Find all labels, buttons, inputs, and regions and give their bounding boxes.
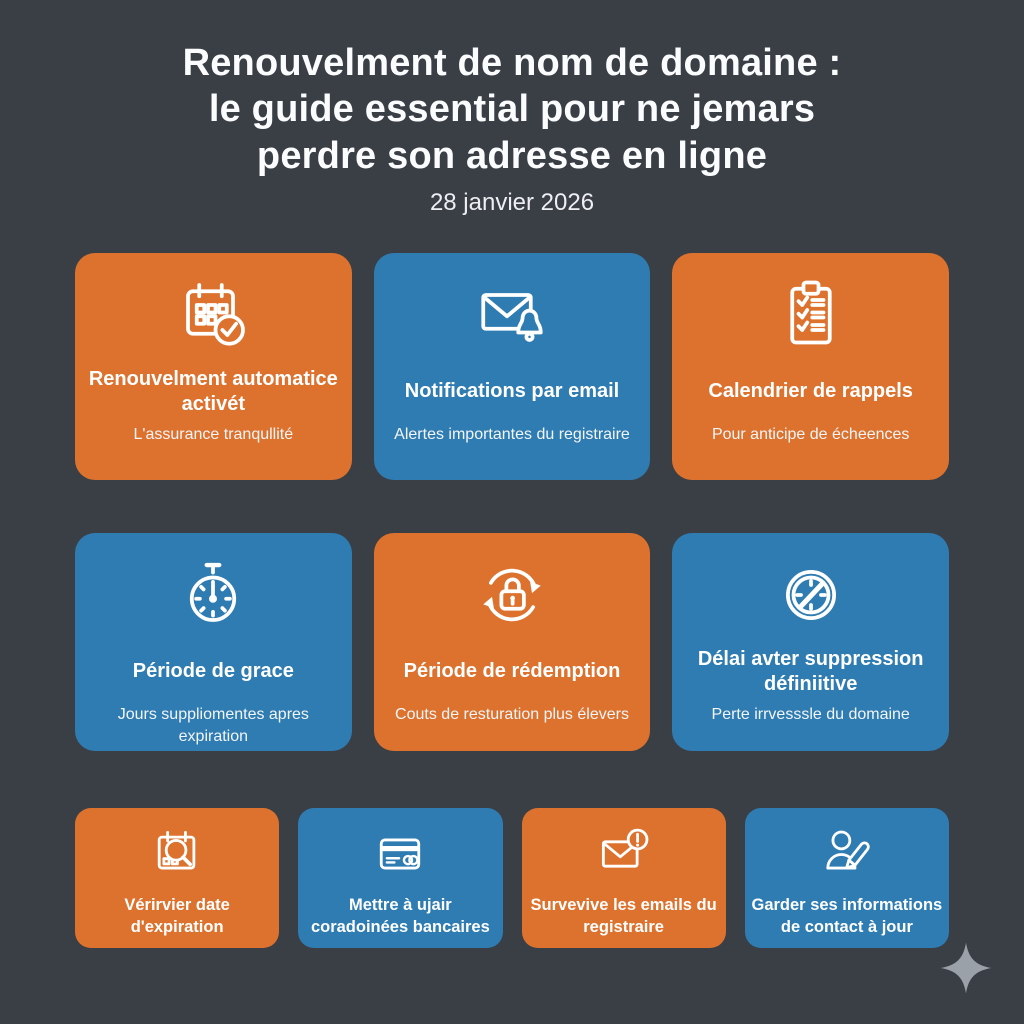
lock-refresh-icon bbox=[472, 555, 552, 635]
card-title: Mettre à ujair coradoinées bancaires bbox=[310, 896, 490, 936]
credit-card-icon bbox=[370, 824, 430, 884]
person-edit-icon bbox=[817, 824, 877, 884]
calendar-check-icon bbox=[173, 275, 253, 355]
title-line-3: perdre son adresse en ligne bbox=[256, 134, 768, 177]
card-row-3 bbox=[75, 808, 949, 948]
card-title: Vérirvier date d'expiration bbox=[124, 896, 230, 936]
envelope-bell-icon bbox=[472, 275, 552, 355]
card-email-notifications bbox=[374, 253, 651, 480]
stopwatch-icon bbox=[173, 555, 253, 635]
page-title bbox=[0, 40, 1024, 179]
envelope-alert-icon bbox=[594, 824, 654, 884]
calendar-search-icon bbox=[147, 824, 207, 884]
card-update-contact-info bbox=[745, 808, 949, 948]
card-watch-registrar-emails bbox=[522, 808, 726, 948]
card-subtitle: Alertes importantes du registraire bbox=[394, 426, 630, 443]
card-title: Renouvelment automatice activét bbox=[88, 368, 338, 415]
card-subtitle: Jours suppliomentes apres expiration bbox=[117, 706, 309, 746]
checklist-clipboard-icon bbox=[771, 275, 851, 355]
date-label: 28 janvier 2026 bbox=[429, 189, 595, 217]
card-title: Notifications par email bbox=[404, 380, 620, 403]
card-title: Délai avter suppression définiitive bbox=[697, 648, 924, 695]
title-line-1: Renouvelment de nom de domaine : bbox=[182, 42, 842, 84]
card-reminder-calendar bbox=[672, 253, 949, 480]
card-subtitle: Couts de resturation plus élevers bbox=[395, 706, 629, 723]
card-subtitle: Pour anticipe de écheences bbox=[711, 426, 910, 443]
card-subtitle: Perte irrvesssle du domaine bbox=[711, 706, 910, 723]
card-final-deletion bbox=[672, 533, 949, 751]
card-redemption-period bbox=[374, 533, 651, 751]
card-title: Survevive les emails du registraire bbox=[530, 896, 717, 936]
card-auto-renewal bbox=[75, 253, 352, 480]
card-update-payment bbox=[298, 808, 502, 948]
sparkle-icon bbox=[938, 940, 994, 996]
header bbox=[0, 40, 1024, 217]
card-row-2 bbox=[75, 533, 949, 751]
card-title: Période de grace bbox=[132, 660, 294, 683]
card-title: Calendrier de rappels bbox=[708, 380, 913, 403]
card-grace-period bbox=[75, 533, 352, 751]
card-subtitle: L'assurance tranqullité bbox=[133, 426, 294, 443]
clock-slash-icon bbox=[771, 555, 851, 635]
card-check-expiry bbox=[75, 808, 279, 948]
card-row-1 bbox=[75, 253, 949, 480]
title-line-2: le guide essential pour ne jemars bbox=[208, 88, 816, 131]
card-title: Garder ses informations de contact à jour bbox=[751, 896, 943, 936]
card-title: Période de rédemption bbox=[403, 660, 621, 683]
